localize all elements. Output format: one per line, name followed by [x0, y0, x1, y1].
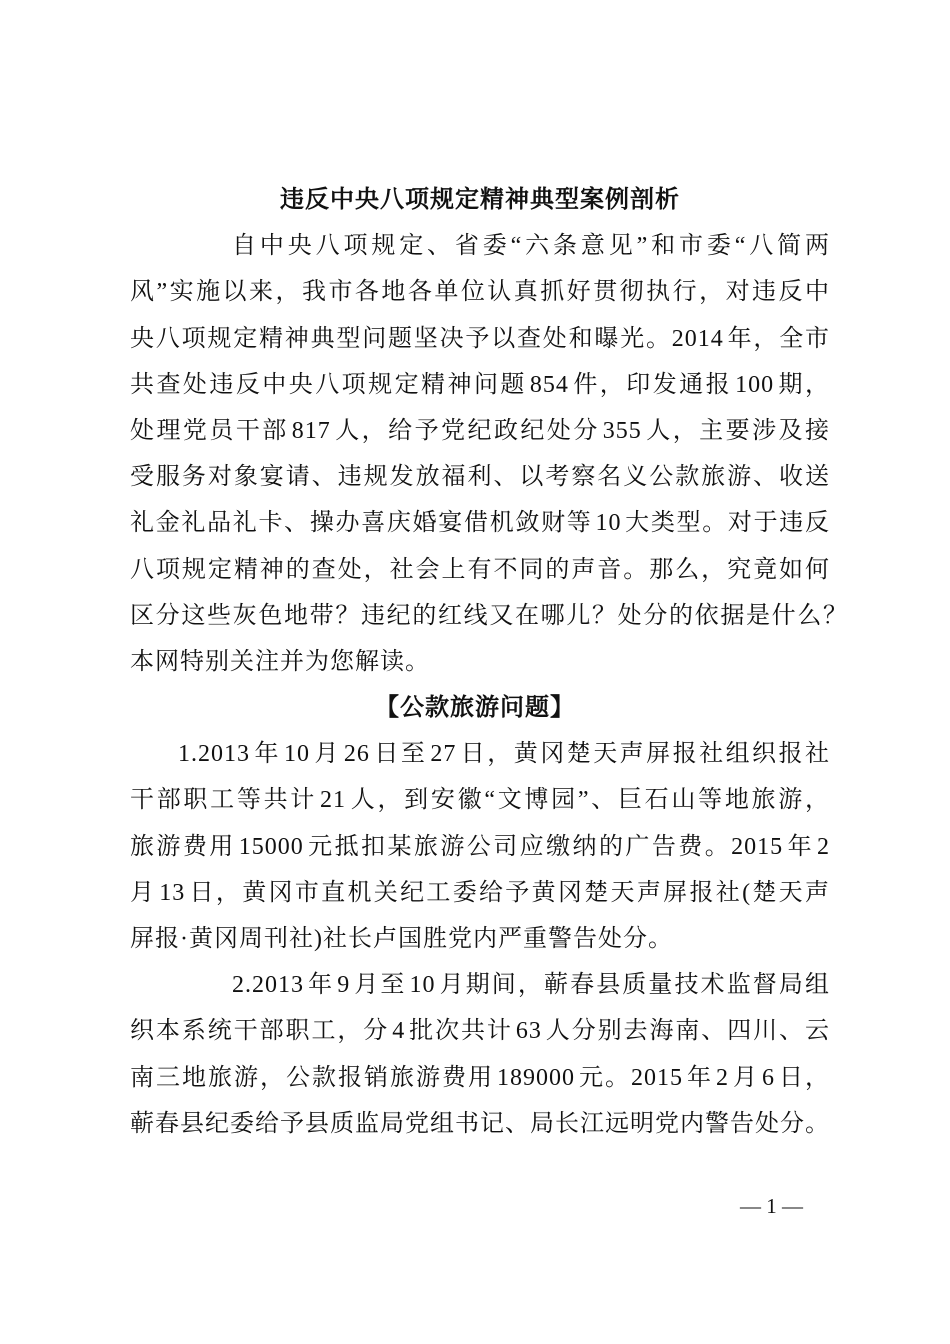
- document-body: [130, 177, 848, 1147]
- case-1-paragraph: [130, 731, 830, 962]
- intro-line: 央八项规定精神典型问题坚决予以查处和曝光。2014年，全市: [130, 325, 830, 352]
- intro-line: 八项规定精神的查处，社会上有不同的声音。那么，究竟如何: [130, 556, 830, 583]
- case-1-line: 1.2013年10月26日至27日，黄冈楚天声屏报社组织报社: [178, 741, 830, 768]
- intro-line: 受服务对象宴请、违规发放福利、以考察名义公款旅游、收送: [130, 464, 830, 491]
- section-heading: 【公款旅游问题】: [375, 695, 575, 722]
- intro-line: 处理党员干部817人，给予党纪政纪处分355人，主要涉及接: [130, 417, 830, 444]
- case-2-line: 南三地旅游，公款报销旅游费用189000元。2015年2月6日，: [130, 1064, 830, 1091]
- case-2-line: 织本系统干部职工，分4批次共计63人分别去海南、四川、云: [130, 1018, 830, 1045]
- case-2-line: 2.2013年9月至10月期间，蕲春县质量技术监督局组: [232, 972, 830, 999]
- document-title: 违反中央八项规定精神典型案例剖析: [280, 187, 680, 213]
- intro-line: 区分这些灰色地带？违纪的红线又在哪儿？处分的依据是什么？: [130, 602, 848, 629]
- page-number: — 1 —: [740, 1194, 803, 1218]
- case-1-line: 干部职工等共计21人，到安徽“文博园”、巨石山等地旅游，: [130, 787, 830, 814]
- case-1-line: 月13日，黄冈市直机关纪工委给予黄冈楚天声屏报社(楚天声: [130, 879, 830, 906]
- intro-line: 风”实施以来，我市各地各单位认真抓好贯彻执行，对违反中: [130, 279, 830, 306]
- intro-line: 共查处违反中央八项规定精神问题854件，印发通报100期，: [130, 371, 830, 398]
- intro-line: 礼金礼品礼卡、操办喜庆婚宴借机敛财等10大类型。对于违反: [130, 510, 830, 537]
- intro-line: 本网特别关注并为您解读。: [130, 648, 430, 675]
- case-1-line: 屏报·黄冈周刊社)社长卢国胜党内严重警告处分。: [130, 926, 673, 952]
- case-1-line: 旅游费用15000元抵扣某旅游公司应缴纳的广告费。2015年2: [130, 833, 830, 860]
- intro-line: 自中央八项规定、省委“六条意见”和市委“八简两: [232, 233, 830, 260]
- intro-paragraph: [130, 223, 848, 685]
- case-2-line: 蕲春县纪委给予县质监局党组书记、局长江远明党内警告处分。: [130, 1110, 830, 1137]
- case-2-paragraph: [130, 962, 830, 1147]
